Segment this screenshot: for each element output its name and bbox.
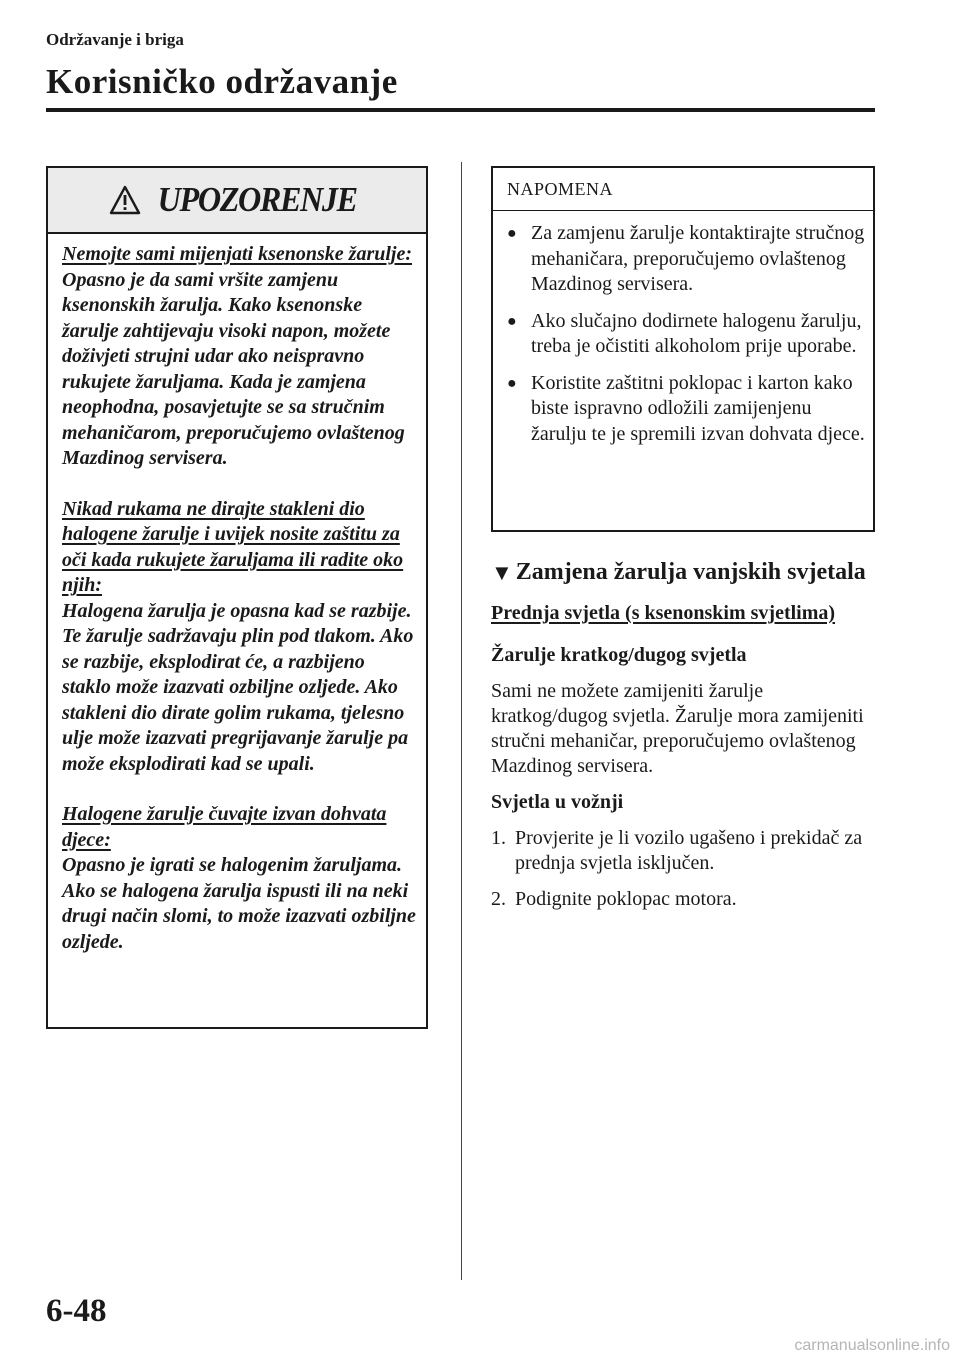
section-heading-text: Zamjena žarulja vanjskih svjetala [515,559,866,585]
warning-triangle-icon [109,185,141,215]
warning-title: UPOZORENJE [157,180,357,219]
warning-heading: Nemojte sami mijenjati ksenonske žarulje: [62,243,413,265]
note-box [491,166,875,532]
list-item [507,309,865,360]
note-item-text: Ako slučajno dodirnete halogenu žarulju, treba je očistiti alkoholom prije uporabe. [531,309,862,357]
step-number: 1. [491,827,506,849]
warning-block [62,497,416,778]
triangle-down-icon: ▼ [491,560,513,585]
note-list [493,211,873,447]
right-column [491,558,875,923]
steps-list [491,826,875,912]
step-text: Provjerite je li vozilo ugašeno i prekidač za prednja svjetla isključen. [515,827,863,874]
warning-heading: Halogene žarulje čuvajte izvan dohvata djece: [62,803,387,851]
watermark: carmanualsonline.info [794,1337,950,1354]
note-item-text: Za zamjenu žarulje kontaktirajte stručnog mehaničara, preporučujemo ovlaštenog Mazdinog servisera. [531,222,865,295]
page-title: Korisničko održavanje [46,62,398,101]
section-label: Održavanje i briga [46,30,184,49]
list-item [491,826,875,876]
warning-header [48,168,426,234]
note-item-text: Koristite zaštitni poklopac i karton kako biste ispravno odložili zamijenjenu žarulju te je spremili izvan dohvata djece. [531,371,865,445]
warning-box [46,166,428,1029]
list-item [507,221,865,298]
warning-body [48,234,426,955]
note-title: NAPOMENA [493,168,873,211]
bullet-icon: ● [507,312,517,330]
step-number: 2. [491,888,506,910]
bulbs-paragraph: Sami ne možete zamijeniti žarulje kratkog/dugog svjetla. Žarulje mora zamijeniti stručni mehaničar, preporučujemo ovlaštenog Mazdinog servisera. [491,680,864,777]
bullet-icon: ● [507,374,517,392]
list-item [491,887,875,912]
step-text: Podignite poklopac motora. [515,888,737,910]
warning-text: Halogena žarulja je opasna kad se razbije. Te žarulje sadržavaju plin pod tlakom. Ako se razbije, eksplodirat će, a razbijeno staklo može izazvati ozbiljne ozljede. Ako stakleni dio dirate golim rukama, tjelesno ulje može izazvati pregrijavanje žarulje pa može eksplodirati kad se upali. [62,599,414,775]
subheading: Prednja svjetla (s ksenonskim svjetlima) [491,602,836,624]
column-divider [461,162,462,1280]
page-number: 6-48 [46,1293,107,1329]
warning-block [62,242,416,472]
running-lights-heading: Svjetla u vožnji [491,791,624,813]
bulbs-heading: Žarulje kratkog/dugog svjetla [491,644,747,666]
bullet-icon: ● [507,225,517,242]
title-rule [46,108,875,112]
list-item [507,371,865,448]
warning-heading: Nikad rukama ne dirajte stakleni dio halogene žarulje i uvijek nosite zaštitu za oči kada rukujete žaruljama ili radite oko njih: [62,497,404,596]
warning-text: Opasno je igrati se halogenim žaruljama. Ako se halogena žarulja ispusti ili na neki drugi način slomi, to može izazvati ozbiljne ozljede. [62,854,416,953]
section-heading [491,558,875,587]
warning-text: Opasno je da sami vršite zamjenu ksenonskih žarulja. Kako ksenonske žarulje zahtijevaju visoki napon, možete doživjeti strujni udar ako neispravno rukujete žaruljama. Kada je zamjena neophodna, posavjetujte se sa stručnim mehaničarom, preporučujemo ovlaštenog Mazdinog servisera. [62,268,405,469]
warning-block [62,802,416,955]
